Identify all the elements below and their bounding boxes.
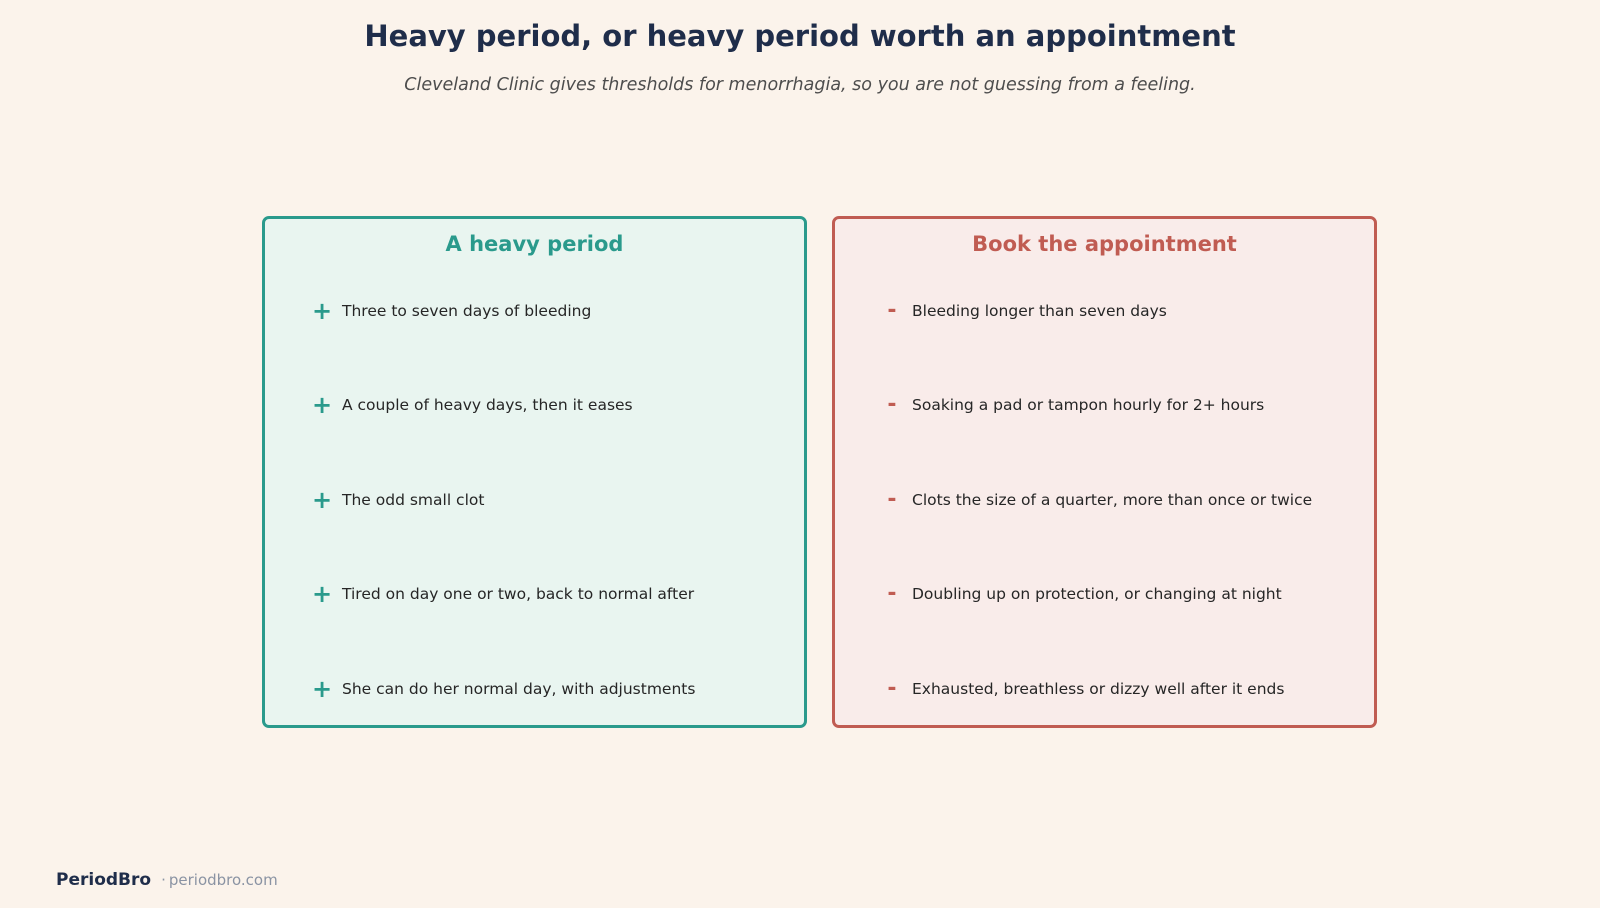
- site-url: periodbro.com: [168, 871, 278, 889]
- heavy-period-panel: [262, 216, 807, 728]
- list-item: [835, 580, 1374, 608]
- minus-icon: -: [887, 581, 897, 606]
- footer-separator: ·: [161, 871, 166, 889]
- minus-icon: -: [887, 676, 897, 701]
- list-item-text: A couple of heavy days, then it eases: [342, 396, 633, 414]
- page-title: Heavy period, or heavy period worth an appointment: [364, 19, 1236, 53]
- list-item-text: Exhausted, breathless or dizzy well after it ends: [912, 680, 1285, 698]
- minus-icon: -: [887, 487, 897, 512]
- list-item: [265, 675, 804, 703]
- list-item-text: Bleeding longer than seven days: [912, 302, 1167, 320]
- list-item: [265, 486, 804, 514]
- list-item: [835, 486, 1374, 514]
- minus-icon: -: [887, 298, 897, 323]
- list-item: [835, 675, 1374, 703]
- list-item: [265, 391, 804, 419]
- list-item-text: She can do her normal day, with adjustments: [342, 680, 696, 698]
- list-item-text: Tired on day one or two, back to normal after: [342, 585, 695, 603]
- list-item-text: Soaking a pad or tampon hourly for 2+ hours: [912, 396, 1265, 414]
- list-item-text: Clots the size of a quarter, more than once or twice: [912, 491, 1313, 509]
- list-item-text: The odd small clot: [342, 491, 485, 509]
- list-item: [265, 580, 804, 608]
- list-item-text: Three to seven days of bleeding: [342, 302, 592, 320]
- list-item: [835, 391, 1374, 419]
- plus-icon: +: [312, 675, 333, 703]
- heavy-period-panel-title: A heavy period: [445, 232, 624, 256]
- brand-name: PeriodBro: [56, 870, 152, 890]
- list-item: [835, 297, 1374, 325]
- minus-icon: -: [887, 392, 897, 417]
- plus-icon: +: [312, 297, 333, 325]
- footer: [56, 868, 278, 892]
- page-subtitle: Cleveland Clinic gives thresholds for menorrhagia, so you are not guessing from a feeling.: [404, 75, 1196, 95]
- plus-icon: +: [312, 391, 333, 419]
- book-appointment-panel: [832, 216, 1377, 728]
- list-item-text: Doubling up on protection, or changing at night: [912, 585, 1282, 603]
- book-appointment-panel-title: Book the appointment: [972, 232, 1237, 256]
- plus-icon: +: [312, 580, 333, 608]
- plus-icon: +: [312, 486, 333, 514]
- list-item: [265, 297, 804, 325]
